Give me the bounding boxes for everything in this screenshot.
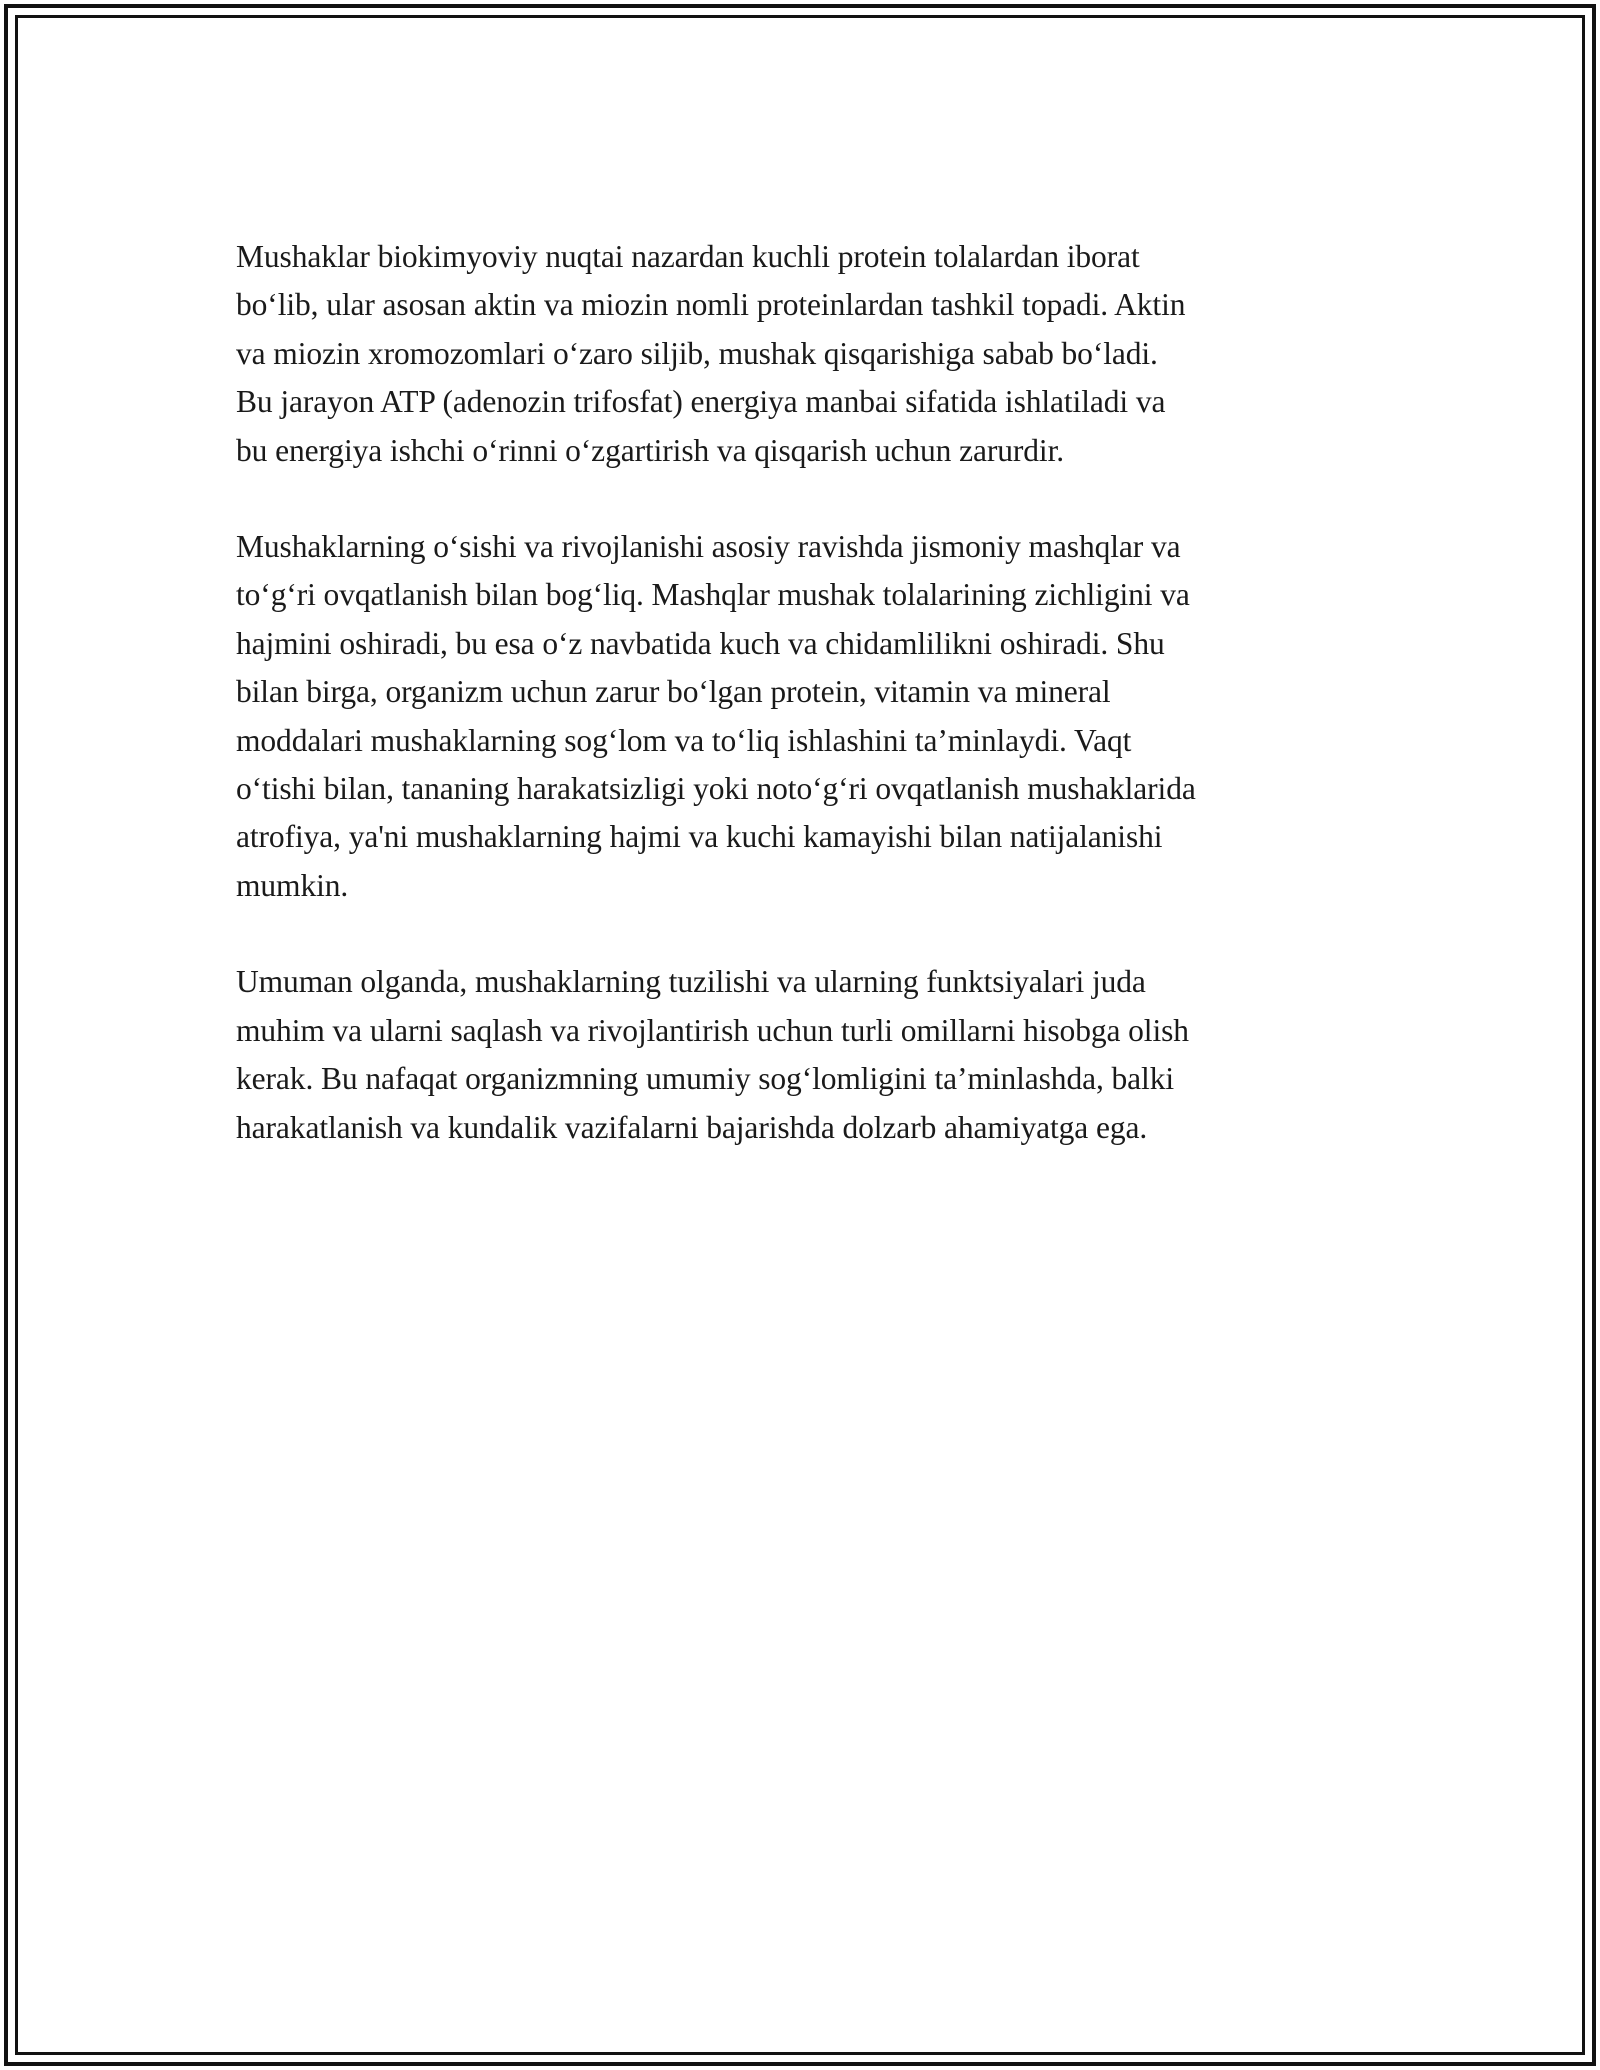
text-line: mumkin. bbox=[236, 867, 349, 903]
text-line: Bu jarayon ATP (adenozin trifosfat) energiya manbai sifatida ishlatiladi va bbox=[236, 384, 1166, 420]
text-line: to‘g‘ri ovqatlanish bilan bog‘liq. Mashqlar mushak tolalarining zichligini va bbox=[236, 577, 1190, 613]
text-line: Umuman olganda, mushaklarning tuzilishi va ularning funktsiyalari juda bbox=[236, 964, 1146, 1000]
text-line: bu energiya ishchi o‘rinni o‘zgartirish va qisqarish uchun zarurdir. bbox=[236, 432, 1065, 468]
text-line: Mushaklarning o‘sishi va rivojlanishi asosiy ravishda jismoniy mashqlar va bbox=[236, 529, 1181, 565]
text-line: harakatlanish va kundalik vazifalarni bajarishda dolzarb ahamiyatga ega. bbox=[236, 1109, 1148, 1145]
text-line: o‘tishi bilan, tananing harakatsizligi yoki noto‘g‘ri ovqatlanish mushaklarida bbox=[236, 771, 1196, 807]
document-body bbox=[236, 233, 1366, 1200]
text-line: atrofiya, ya'ni mushaklarning hajmi va kuchi kamayishi bilan natijalanishi bbox=[236, 819, 1163, 855]
text-line: hajmini oshiradi, bu esa o‘z navbatida kuch va chidamlilikni oshiradi. Shu bbox=[236, 625, 1165, 661]
text-line: moddalari mushaklarning sog‘lom va to‘liq ishlashini ta’minlaydi. Vaqt bbox=[236, 722, 1132, 758]
text-line: bo‘lib, ular asosan aktin va miozin nomli proteinlardan tashkil topadi. Aktin bbox=[236, 287, 1186, 323]
text-line: muhim va ularni saqlash va rivojlantirish uchun turli omillarni hisobga olish bbox=[236, 1012, 1189, 1048]
text-line: Mushaklar biokimyoviy nuqtai nazardan kuchli protein tolalardan iborat bbox=[236, 239, 1140, 274]
text-line: bilan birga, organizm uchun zarur bo‘lgan protein, vitamin va mineral bbox=[236, 674, 1111, 710]
text-line: kerak. Bu nafaqat organizmning umumiy sog‘lomligini ta’minlashda, balki bbox=[236, 1061, 1175, 1097]
paragraph-1 bbox=[236, 233, 1366, 475]
paragraph-2 bbox=[236, 523, 1366, 910]
text-line: va miozin xromozomlari o‘zaro siljib, mushak qisqarishiga sabab bo‘ladi. bbox=[236, 335, 1158, 371]
paragraph-3 bbox=[236, 958, 1366, 1152]
